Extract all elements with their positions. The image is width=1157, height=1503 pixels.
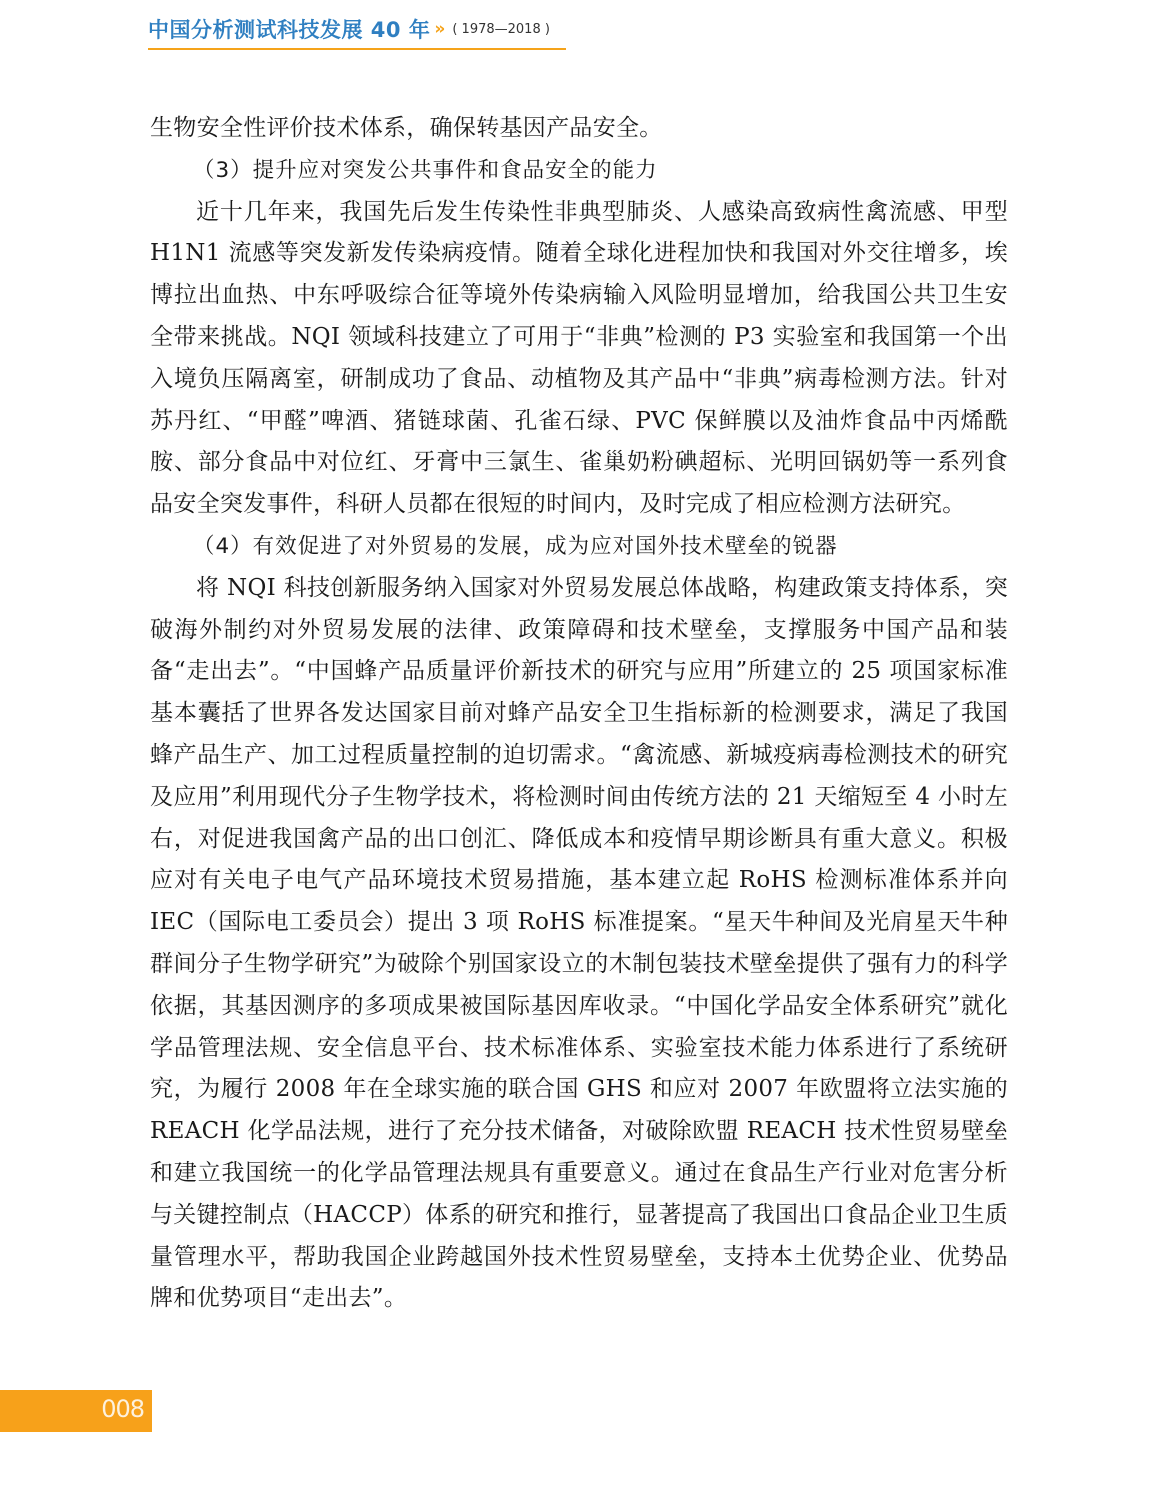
book-title: 中国分析测试科技发展 40 年 [148, 18, 431, 42]
running-header [148, 12, 550, 46]
body-paragraph: 将 NQI 科技创新服务纳入国家对外贸易发展总体战略，构建政策支持体系，突破海外制约对外贸易发展的法律、政策障碍和技术壁垒，支撑服务中国产品和装备“走出去”。“中国蜂产品质量评价新技术的研究与应用”所建立的 25 项国家标准基本囊括了世界各发达国家目前对蜂产品安全卫生指标新的检测要求，满足了我国蜂产品生产、加工过程质量控制的迫切需求。“禽流感、新城疫病毒检测技术的研究及应用”利用现代分子生物学技术，将检测时间由传统方法的 21 天缩短至 4 小时左右，对促进我国禽产品的出口创汇、降低成本和疫情早期诊断具有重大意义。积极应对有关电子电气产品环境技术贸易措施，基本建立起 RoHS 检测标准体系并向 IEC（国际电工委员会）提出 3 项 RoHS 标准提案。“星天牛种间及光肩星天牛种群间分子生物学研究”为破除个别国家设立的木制包装技术壁垒提供了强有力的科学依据，其基因测序的多项成果被国际基因库收录。“中国化学品安全体系研究”就化学品管理法规、安全信息平台、技术标准体系、实验室技术能力体系进行了系统研究，为履行 2008 年在全球实施的联合国 GHS 和应对 2007 年欧盟将立法实施的 REACH 化学品法规，进行了充分技术储备，对破除欧盟 REACH 技术性贸易壁垒和建立我国统一的化学品管理法规具有重要意义。通过在食品生产行业对危害分析与关键控制点（HACCP）体系的研究和推行，显著提高了我国出口食品企业卫生质量管理水平，帮助我国企业跨越国外技术性贸易壁垒，支持本土优势企业、优势品牌和优势项目“走出去”。 [150, 574, 1008, 1312]
page-body [150, 108, 1008, 1320]
year-range: ( 1978—2018 ) [452, 21, 550, 37]
body-paragraph: 近十几年来，我国先后发生传染性非典型肺炎、人感染高致病性禽流感、甲型 H1N1 流感等突发新发传染病疫情。随着全球化进程加快和我国对外交往增多，埃博拉出血热、中东呼吸综合征等境外传染病输入风险明显增加，给我国公共卫生安全带来挑战。NQI 领域科技建立了可用于“非典”检测的 P3 实验室和我国第一个出入境负压隔离室，研制成功了食品、动植物及其产品中“非典”病毒检测方法。针对苏丹红、“甲醛”啤酒、猪链球菌、孔雀石绿、PVC 保鲜膜以及油炸食品中丙烯酰胺、部分食品中对位红、牙膏中三氯生、雀巢奶粉碘超标、光明回锅奶等一系列食品安全突发事件，科研人员都在很短的时间内，及时完成了相应检测方法研究。 [150, 198, 1008, 518]
chevron-separator-icon: » [434, 19, 443, 39]
page-number: 008 [101, 1395, 144, 1423]
paragraph-continuation: 生物安全性评价技术体系，确保转基因产品安全。 [150, 115, 663, 141]
section-heading-4: （4）有效促进了对外贸易的发展，成为应对国外技术壁垒的锐器 [193, 533, 838, 559]
header-divider [148, 48, 566, 50]
section-heading-3: （3）提升应对突发公共事件和食品安全的能力 [193, 157, 658, 183]
page-number-tab [0, 1390, 152, 1432]
